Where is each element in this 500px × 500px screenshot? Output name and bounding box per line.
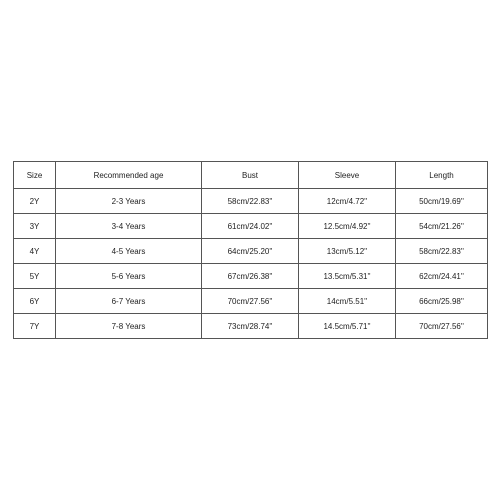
cell-bust: 67cm/26.38'': [202, 264, 299, 289]
size-chart-table: [13, 161, 488, 339]
cell-size: 7Y: [14, 314, 56, 339]
table-row: [14, 264, 488, 289]
table-row: [14, 314, 488, 339]
cell-sleeve: 12cm/4.72'': [299, 189, 396, 214]
cell-bust: 70cm/27.56'': [202, 289, 299, 314]
header-size: Size: [14, 162, 56, 189]
cell-bust: 61cm/24.02'': [202, 214, 299, 239]
header-bust: Bust: [202, 162, 299, 189]
cell-age: 2-3 Years: [56, 189, 202, 214]
header-length: Length: [396, 162, 488, 189]
cell-age: 5-6 Years: [56, 264, 202, 289]
cell-sleeve: 13.5cm/5.31'': [299, 264, 396, 289]
cell-size: 6Y: [14, 289, 56, 314]
cell-length: 70cm/27.56'': [396, 314, 488, 339]
cell-length: 58cm/22.83'': [396, 239, 488, 264]
cell-size: 2Y: [14, 189, 56, 214]
cell-age: 6-7 Years: [56, 289, 202, 314]
cell-length: 50cm/19.69'': [396, 189, 488, 214]
cell-age: 7-8 Years: [56, 314, 202, 339]
cell-bust: 64cm/25.20'': [202, 239, 299, 264]
cell-length: 62cm/24.41'': [396, 264, 488, 289]
cell-size: 3Y: [14, 214, 56, 239]
cell-age: 4-5 Years: [56, 239, 202, 264]
cell-sleeve: 14.5cm/5.71'': [299, 314, 396, 339]
cell-bust: 73cm/28.74'': [202, 314, 299, 339]
cell-age: 3-4 Years: [56, 214, 202, 239]
cell-size: 4Y: [14, 239, 56, 264]
cell-sleeve: 13cm/5.12'': [299, 239, 396, 264]
cell-bust: 58cm/22.83'': [202, 189, 299, 214]
header-recommended-age: Recommended age: [56, 162, 202, 189]
table-row: [14, 239, 488, 264]
header-sleeve: Sleeve: [299, 162, 396, 189]
cell-size: 5Y: [14, 264, 56, 289]
table-row: [14, 189, 488, 214]
table-row: [14, 214, 488, 239]
cell-sleeve: 12.5cm/4.92'': [299, 214, 396, 239]
cell-length: 66cm/25.98'': [396, 289, 488, 314]
table-row: [14, 289, 488, 314]
cell-length: 54cm/21.26'': [396, 214, 488, 239]
table-header-row: [14, 162, 488, 189]
cell-sleeve: 14cm/5.51'': [299, 289, 396, 314]
